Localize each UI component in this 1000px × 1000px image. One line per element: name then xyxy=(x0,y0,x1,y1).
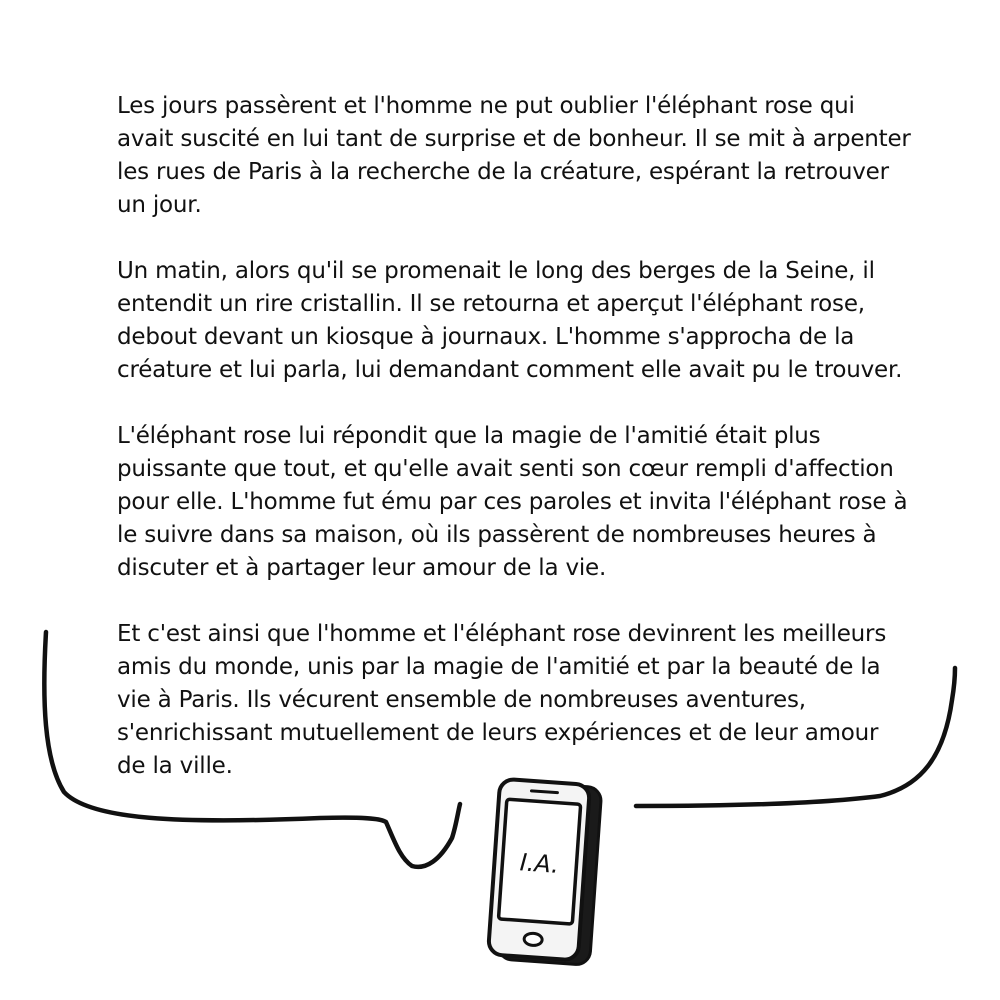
bubble-right-stroke xyxy=(636,668,955,806)
bubble-left-stroke xyxy=(44,632,460,867)
story-paragraph-3: L'éléphant rose lui répondit que la magie de l'amitié était plus puissante que tout, et qu'elle avait senti son cœur rempli d'affection pour elle. L'homme fut ému par ces paroles et invita l'éléphant rose à le suivre dans sa maison, où ils passèrent de nombreuses heures à discuter et à partager leur amour de la vie. xyxy=(117,423,908,581)
story-paragraph-1: Les jours passèrent et l'homme ne put oublier l'éléphant rose qui avait suscité en lui tant de surprise et de bonheur. Il se mit à arpenter les rues de Paris à la recherche de la créature, espérant la retrouver un jour. xyxy=(117,93,911,218)
story-paragraph-2: Un matin, alors qu'il se promenait le long des berges de la Seine, il entendit un rire cristallin. Il se retourna et aperçut l'éléphant rose, debout devant un kiosque à journaux. L'homme s'approcha de la créature et lui parla, lui demandant comment elle avait pu le trouver. xyxy=(117,258,903,383)
phone-screen-label: I.A. xyxy=(518,848,560,879)
smartphone-icon xyxy=(488,779,602,966)
story-paragraph-4: Et c'est ainsi que l'homme et l'éléphant rose devinrent les meilleurs amis du monde, unis par la magie de l'amitié et par la beauté de la vie à Paris. Ils vécurent ensemble de nombreuses aventures, s'enrichissant mutuellement de leurs expériences et de leur amour de la ville. xyxy=(117,621,887,779)
